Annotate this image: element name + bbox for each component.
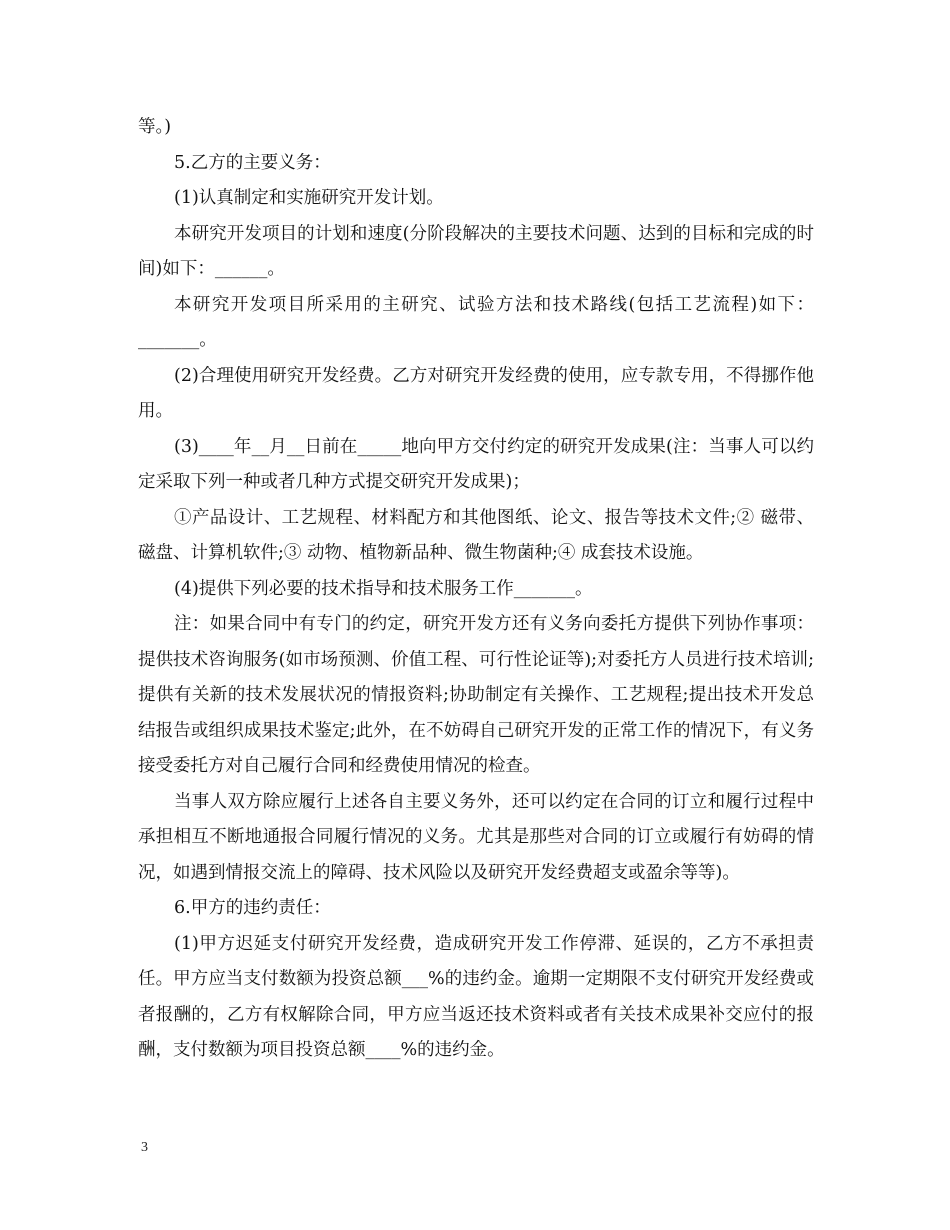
paragraph: (1)认真制定和实施研究开发计划。	[174, 188, 444, 208]
paragraph: 本研究开发项目的计划和速度(分阶段解决的主要技术问题、达到的目标和完成的时间)如下：______。	[138, 223, 814, 279]
paragraph: (1)甲方迟延支付研究开发经费，造成研究开发工作停滞、延误的，乙方不承担责任。甲方应当支付数额为投资总额___%的违约金。逾期一定期限不支付研究开发经费或者报酬的，乙方有权解除合同，甲方应当返还技术资料或者有关技术成果补交应付的报酬，支付数额为项目投资总额____%的违约金。	[138, 933, 814, 1060]
paragraph: (3)____年__月__日前在_____地向甲方交付约定的研究开发成果(注：当事人可以约定采取下列一种或者几种方式提交研究开发成果)；	[138, 436, 814, 492]
paragraph: (2)合理使用研究开发经费。乙方对研究开发经费的使用，应专款专用，不得挪作他用。	[138, 365, 814, 421]
section-heading: 6.甲方的违约责任：	[174, 898, 331, 918]
page-number: 3	[141, 1140, 148, 1155]
paragraph: (4)提供下列必要的技术指导和技术服务工作_______。	[174, 578, 593, 599]
section-heading: 5.乙方的主要义务：	[174, 152, 331, 173]
paragraph: 等。)	[138, 117, 172, 137]
document-body	[138, 110, 814, 1069]
paragraph: ①产品设计、工艺规程、材料配方和其他图纸、论文、报告等技术文件;② 磁带、磁盘、计算机软件;③ 动物、植物新品种、微生物菌种;④ 成套技术设施。	[138, 507, 814, 563]
paragraph: 本研究开发项目所采用的主研究、试验方法和技术路线(包括工艺流程)如下：_______。	[138, 294, 814, 350]
note-paragraph: 注：如果合同中有专门的约定，研究开发方还有义务向委托方提供下列协作事项：提供技术咨询服务(如市场预测、价值工程、可行性论证等);对委托方人员进行技术培训;提供有关新的技术发展状况的情报资料;协助制定有关操作、工艺规程;提出技术开发总结报告或组织成果技术鉴定;此外，在不妨碍自己研究开发的正常工作的情况下，有义务接受委托方对自己履行合同和经费使用情况的检查。	[138, 614, 814, 776]
paragraph: 当事人双方除应履行上述各自主要义务外，还可以约定在合同的订立和履行过程中承担相互不断地通报合同履行情况的义务。尤其是那些对合同的订立或履行有妨碍的情况，如遇到情报交流上的障碍、技术风险以及研究开发经费超支或盈余等等)。	[138, 791, 814, 883]
